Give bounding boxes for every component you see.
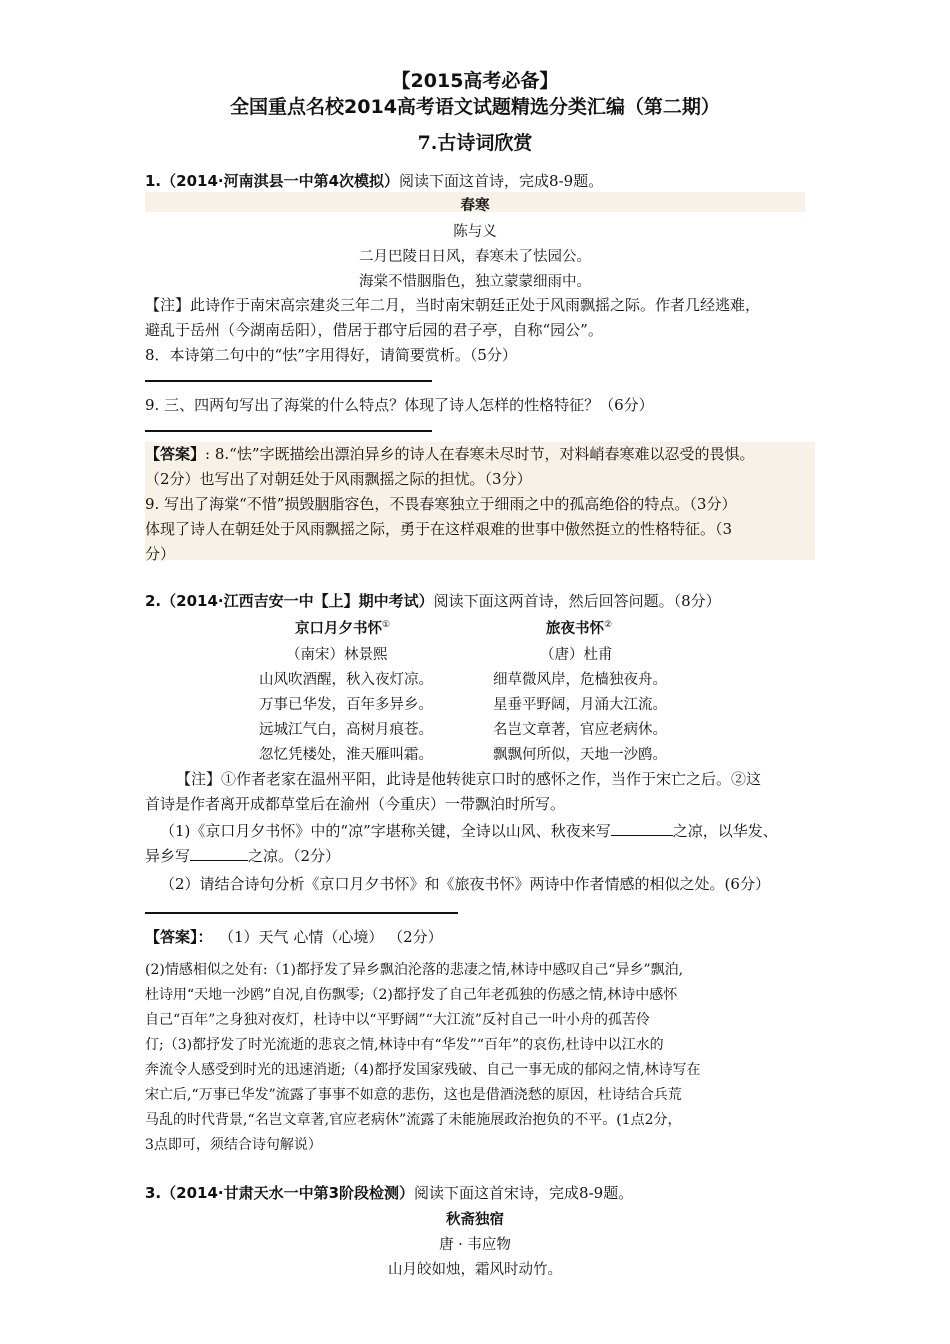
q2-answer-detail-2: 杜诗用“天地一沙鸥”自况,自伤飘零;（2)都抒发了自己年老孤独的伤感之情,林诗中感怀	[145, 987, 678, 1003]
q2-poem-b-line-2: 星垂平野阔，月涌大江流。	[493, 697, 667, 713]
q2-poem-a-line-2: 万事已华发，百年多异乡。	[259, 697, 433, 713]
q1-poem-line-2: 海棠不惜胭脂色，独立蒙蒙细雨中。	[359, 274, 591, 290]
q2-poem-b-line-1: 细草微风岸，危樯独夜舟。	[493, 672, 667, 688]
q2-sub1-blank-2[interactable]	[190, 860, 248, 861]
q3-number: 3.	[145, 1184, 162, 1202]
q3-poem-title: 秋斋独宿	[446, 1211, 504, 1228]
q2-note-line-1: 【注】①作者老家在温州平阳，此诗是他转徙京口时的感怀之作，当作于宋亡之后。②这	[176, 770, 762, 788]
q1-number: 1.	[145, 172, 162, 190]
q1-prompt: 阅读下面这首诗，完成8-9题。	[399, 172, 604, 190]
q2-sub1-line-2	[145, 845, 815, 866]
q2-prompt: 阅读下面这两首诗，然后回答问题。（8分）	[433, 592, 721, 610]
q1-answer-line-2: （2分）也写出了对朝廷处于风雨飘摇之际的担忧。（3分）	[145, 470, 532, 488]
q1-question-9: 9. 三、四两句写出了海棠的什么特点？体现了诗人怎样的性格特征？（6分）	[145, 396, 654, 414]
q2-poem-a-note-mark: ①	[382, 620, 391, 631]
q3-source: （2014·甘肃天水一中第3阶段检测）	[161, 1184, 415, 1202]
q2-poem-b-line-4: 飘飘何所似，天地一沙鸥。	[493, 747, 667, 763]
q2-note-line-2: 首诗是作者离开成都草堂后在渝州（今重庆）一带飘泊时所写。	[145, 795, 566, 813]
q2-sub1-text-d: 之凉。（2分）	[248, 847, 341, 865]
q2-answer-detail-8: 3点即可，须结合诗句解说）	[145, 1137, 322, 1153]
q2-answer-detail-3: 自己“百年”之身独对夜灯，杜诗中以“平野阔”“大江流”反衬自己一叶小舟的孤苦伶	[145, 1012, 650, 1028]
q1-poem-line-1: 二月巴陵日日风，春寒未了怯园公。	[359, 249, 591, 265]
q1-heading	[145, 170, 603, 191]
q2-poem-a-line-1: 山风吹酒醒，秋入夜灯凉。	[259, 672, 433, 688]
q2-poem-b-note-mark: ②	[604, 620, 613, 631]
q2-answer-detail-4: 仃;（3)都抒发了时光流逝的悲哀之情,林诗中有“华发”“百年”的哀伤,杜诗中以江水的	[145, 1037, 664, 1053]
q2-answer-label: 【答案】：	[145, 928, 213, 946]
q1-answer-line-8	[145, 380, 432, 382]
q2-answer-detail-6: 宋亡后,“万事已华发”流露了事事不如意的悲伤，这也是借酒浇愁的原因，杜诗结合兵荒	[145, 1087, 682, 1103]
q1-answer-line-1	[145, 443, 815, 464]
q1-source: （2014·河南淇县一中第4次模拟）	[161, 172, 400, 190]
q2-answer-line	[145, 912, 458, 914]
q1-note-line-1: 【注】此诗作于南宋高宗建炎三年二月，当时南宋朝廷正处于风雨飘摇之际。作者几经逃难，	[145, 296, 761, 314]
q2-sub1-text-b: 之凉，以华发、	[672, 822, 778, 840]
q1-answer-line-4: 体现了诗人在朝廷处于风雨飘摇之际，勇于在这样艰难的世事中傲然挺立的性格特征。（3	[145, 520, 733, 538]
q2-poem-b-line-3: 名岂文章著，官应老病休。	[493, 722, 667, 738]
q1-poem-title: 春寒	[460, 197, 490, 214]
doc-title-line1: 【2015高考必备】	[391, 70, 559, 92]
q1-answer-line-5: 分）	[145, 545, 176, 563]
doc-title-line2: 全国重点名校2014高考语文试题精选分类汇编（第二期）	[230, 96, 720, 118]
q2-poem-a-title	[295, 617, 390, 638]
q2-source: （2014·江西吉安一中【上】期中考试）	[161, 592, 434, 610]
q2-answer-text-1: （1）天气 心情（心境） （2分）	[226, 928, 443, 946]
q2-poem-a-author: （南宋）林景熙	[286, 647, 388, 663]
q3-prompt: 阅读下面这首宋诗，完成8-9题。	[414, 1184, 634, 1202]
q3-heading	[145, 1182, 633, 1203]
q2-answer-detail-7: 马乱的时代背景,“名岂文章著,官应老病休”流露了未能施展政治抱负的不平。(1点2分，	[145, 1112, 682, 1128]
q1-answer-line-3: 9. 写出了海棠“不惜”损毁胭脂容色，不畏春寒独立于细雨之中的孤高绝俗的特点。（3分）	[145, 495, 737, 513]
q2-poem-b-title	[546, 617, 612, 638]
q2-poem-b-title-text: 旅夜书怀	[546, 620, 604, 637]
q1-answer-line-9	[145, 430, 432, 432]
q1-note-line-2: 避乱于岳州（今湖南岳阳），借居于郡守后园的君子亭，自称“园公”。	[145, 321, 603, 339]
q1-answer-text-1: : 8.“怯”字既描绘出漂泊异乡的诗人在春寒未尽时节，对料峭春寒难以忍受的畏惧。	[205, 445, 755, 463]
q2-sub2: （2）请结合诗句分析《京口月夕书怀》和《旅夜书怀》两诗中作者情感的相似之处。(6分）	[160, 875, 770, 893]
q1-answer-label: 【答案】	[145, 445, 206, 463]
q1-poem-author: 陈与义	[453, 224, 497, 240]
q2-answer-detail-1: (2)情感相似之处有:（1)都抒发了异乡飘泊沦落的悲凄之情,林诗中感叹自己“异乡”飘泊,	[145, 962, 684, 978]
q2-poem-b-author: （唐）杜甫	[540, 647, 613, 663]
q2-heading	[145, 590, 721, 611]
q3-poem-line-1: 山月皎如烛，霜风时动竹。	[388, 1262, 562, 1278]
q3-poem-author: 唐 · 韦应物	[439, 1237, 511, 1253]
q2-answer-detail-5: 奔流令人感受到时光的迅速消逝;（4)都抒发国家残破、自己一事无成的郁闷之情,林诗写在	[145, 1062, 701, 1078]
q2-sub1-blank-1[interactable]	[611, 835, 673, 836]
q2-poem-a-line-3: 远城江气白，高树月痕苍。	[259, 722, 433, 738]
q1-question-8: 8．本诗第二句中的“怯”字用得好，请简要赏析。（5分）	[145, 346, 517, 364]
q2-sub1-line-1	[160, 820, 830, 841]
q2-sub1-text-a: （1)《京口月夕书怀》中的“凉”字堪称关键，全诗以山风、秋夜来写	[160, 822, 611, 840]
q2-poem-a-line-4: 忽忆凭楼处，淮天雁叫霜。	[259, 747, 433, 763]
q2-sub1-text-c: 异乡写	[145, 847, 191, 865]
q2-answer-line-1	[145, 926, 815, 947]
q2-poem-a-title-text: 京口月夕书怀	[295, 620, 382, 637]
q2-number: 2.	[145, 592, 162, 610]
section-heading: 7.古诗词欣赏	[417, 132, 533, 154]
